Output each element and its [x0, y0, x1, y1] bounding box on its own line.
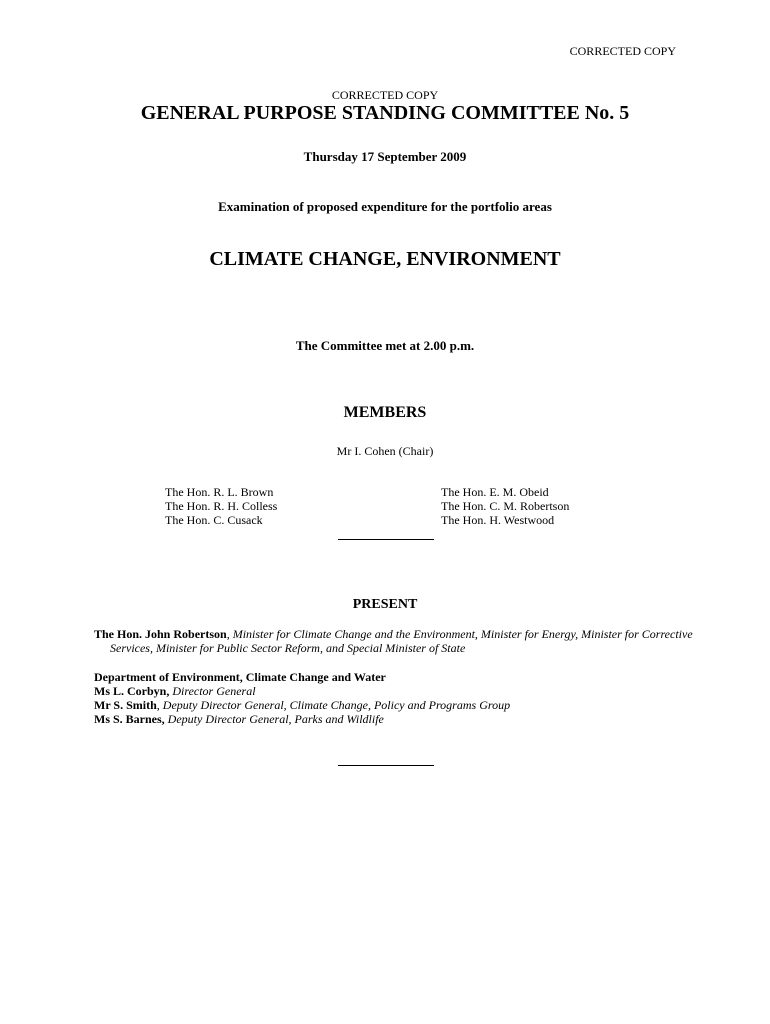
member-name: The Hon. C. Cusack — [165, 513, 263, 527]
department-name: Department of Environment, Climate Change and Water — [94, 670, 386, 684]
member-name: The Hon. H. Westwood — [441, 513, 555, 527]
members-left-column — [165, 485, 277, 527]
header-corrected-copy: CORRECTED COPY — [569, 44, 676, 58]
official-name: Ms L. Corbyn, — [94, 684, 170, 698]
official-name: Ms S. Barnes, — [94, 712, 165, 726]
member-name: The Hon. C. M. Robertson — [441, 499, 570, 513]
minister-separator: , — [226, 627, 233, 641]
title-corrected-copy: CORRECTED COPY — [331, 88, 439, 102]
official-role: Deputy Director General, Climate Change, Policy and Programs Group — [162, 698, 511, 712]
members-right-column — [441, 485, 569, 527]
members-heading: MEMBERS — [343, 404, 427, 421]
department-block — [94, 670, 694, 726]
section-divider — [338, 539, 434, 540]
minister-entry — [94, 627, 700, 655]
section-divider — [338, 765, 434, 766]
member-name: The Hon. R. L. Brown — [165, 485, 274, 499]
meeting-time: The Committee met at 2.00 p.m. — [295, 338, 475, 353]
minister-name: The Hon. John Robertson — [94, 627, 227, 641]
member-name: The Hon. E. M. Obeid — [441, 485, 549, 499]
present-heading: PRESENT — [352, 597, 418, 612]
hearing-date: Thursday 17 September 2009 — [303, 149, 467, 164]
committee-title: GENERAL PURPOSE STANDING COMMITTEE No. 5 — [140, 102, 630, 124]
portfolio-title: CLIMATE CHANGE, ENVIRONMENT — [209, 248, 561, 270]
official-role: Deputy Director General, Parks and Wildlife — [167, 712, 384, 726]
examination-line: Examination of proposed expenditure for the portfolio areas — [218, 199, 552, 214]
minister-role: Minister for Climate Change and the Environment, Minister for Energy, Minister for Corrective Services, Minister for Public Sector Reform, and Special Minister of State — [110, 627, 693, 655]
official-entry — [94, 684, 694, 698]
official-entry: Mr S. Smith, Deputy Director General, Climate Change, Policy and Programs Group — [94, 698, 511, 712]
member-name: The Hon. R. H. Colless — [165, 499, 278, 513]
chair-line: Mr I. Cohen (Chair) — [336, 444, 434, 458]
official-name: Mr S. Smith — [94, 698, 157, 712]
official-entry — [94, 712, 694, 726]
official-role: Director General — [172, 684, 256, 698]
